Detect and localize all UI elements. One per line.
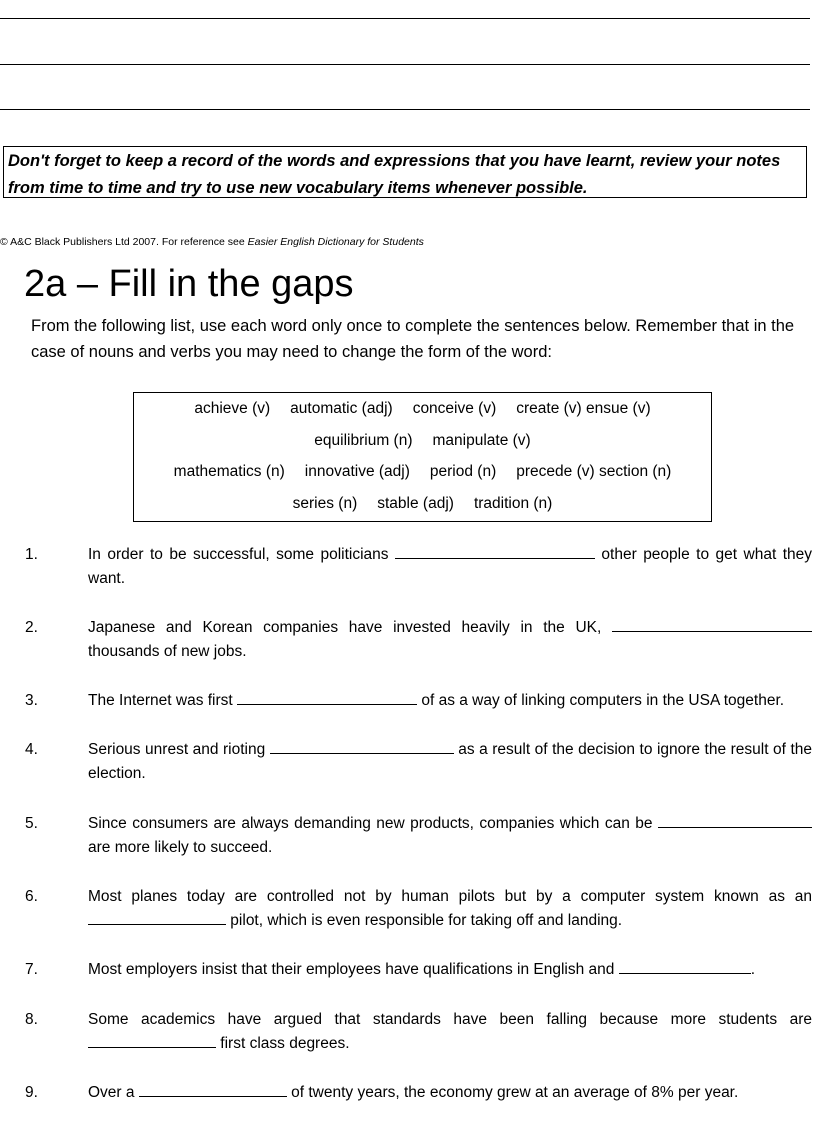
sentence-text: Over a bbox=[88, 1084, 139, 1101]
word-item: tradition (n) bbox=[473, 495, 553, 513]
sentence-text: pilot, which is even responsible for taking off and landing. bbox=[226, 912, 623, 929]
word-item: conceive (v) bbox=[412, 400, 497, 417]
answer-blank[interactable] bbox=[658, 813, 812, 828]
sentence-number: 5. bbox=[25, 815, 38, 832]
reminder-box bbox=[3, 146, 807, 198]
sentence-text: Most planes today are controlled not by human pilots but by a computer system known as an bbox=[88, 888, 812, 905]
answer-blank[interactable] bbox=[88, 1033, 216, 1048]
word-item: automatic (adj) bbox=[290, 400, 393, 417]
answer-blank[interactable] bbox=[619, 959, 751, 974]
sentence-text: first class degrees. bbox=[216, 1035, 350, 1052]
answer-blank[interactable] bbox=[395, 544, 595, 559]
answer-blank[interactable] bbox=[88, 910, 226, 925]
sentence-text: thousands of new jobs. bbox=[88, 643, 247, 660]
answer-line-2 bbox=[0, 64, 810, 65]
sentence-text: as a result of the decision to ignore the result of the election. bbox=[88, 741, 813, 782]
sentence-text: other people to get what they want. bbox=[88, 546, 812, 587]
page-title: 2a – Fill in the gaps bbox=[24, 263, 354, 305]
word-item: mathematics (n) bbox=[173, 463, 285, 481]
word-item: manipulate (v) bbox=[432, 431, 531, 449]
dictionary-title: Easier English Dictionary for Students bbox=[247, 236, 424, 248]
copyright-notice bbox=[0, 236, 424, 248]
sentence-text: . bbox=[750, 961, 756, 978]
word-item: achieve (v) bbox=[194, 400, 271, 417]
sentence-number: 1. bbox=[25, 546, 38, 563]
sentence-text: Japanese and Korean companies have invested heavily in the UK, bbox=[88, 619, 612, 636]
sentence-number: 2. bbox=[25, 619, 38, 636]
word-list-line bbox=[134, 456, 711, 488]
word-item: create (v) ensue (v) bbox=[516, 400, 651, 417]
sentence-number: 4. bbox=[25, 741, 38, 758]
sentence-text: Most employers insist that their employees have qualifications in English and bbox=[88, 961, 619, 978]
word-item: period (n) bbox=[429, 463, 497, 481]
answer-line-3 bbox=[0, 109, 810, 110]
sentence-text: Serious unrest and rioting bbox=[88, 741, 270, 758]
sentence-text: of as a way of linking computers in the USA together. bbox=[417, 692, 785, 709]
word-item: equilibrium (n) bbox=[314, 431, 413, 449]
sentence-text: of twenty years, the economy grew at an average of 8% per year. bbox=[286, 1084, 739, 1101]
instructions: From the following list, use each word only once to complete the sentences below. Remember that in the case of nouns and verbs you may need to change the form of the word: bbox=[31, 317, 795, 361]
reminder-line-2: from time to time and try to use new vocabulary items whenever possible. bbox=[8, 179, 588, 197]
word-list-line bbox=[134, 488, 711, 520]
word-list-line bbox=[134, 393, 711, 425]
answer-line-1 bbox=[0, 18, 810, 19]
word-list-line bbox=[134, 425, 711, 457]
copyright-text: © A&C Black Publishers Ltd 2007. For reference see bbox=[0, 236, 248, 248]
word-item: precede (v) section (n) bbox=[516, 463, 672, 481]
sentence-number: 3. bbox=[25, 692, 38, 709]
sentence-number: 9. bbox=[25, 1084, 38, 1101]
answer-blank[interactable] bbox=[270, 739, 454, 754]
word-item: innovative (adj) bbox=[304, 463, 410, 481]
word-item: stable (adj) bbox=[377, 495, 454, 513]
answer-blank[interactable] bbox=[237, 690, 417, 705]
sentence-text: are more likely to succeed. bbox=[88, 839, 273, 856]
answer-blank[interactable] bbox=[612, 617, 812, 632]
reminder-line-1: Don't forget to keep a record of the words and expressions that you have learnt, review your notes bbox=[8, 152, 781, 170]
sentence-number: 7. bbox=[25, 961, 38, 978]
sentence-text: In order to be successful, some politicians bbox=[88, 546, 395, 563]
sentence-text: Since consumers are always demanding new products, companies which can be bbox=[88, 815, 658, 832]
sentence-text: Some academics have argued that standards have been falling because more students are bbox=[88, 1011, 812, 1028]
answer-blank[interactable] bbox=[139, 1082, 287, 1097]
sentence-number: 8. bbox=[25, 1011, 38, 1028]
sentence-text: The Internet was first bbox=[88, 692, 238, 709]
sentence-number: 6. bbox=[25, 888, 38, 905]
word-item: series (n) bbox=[292, 495, 358, 513]
word-list-box bbox=[133, 392, 712, 522]
